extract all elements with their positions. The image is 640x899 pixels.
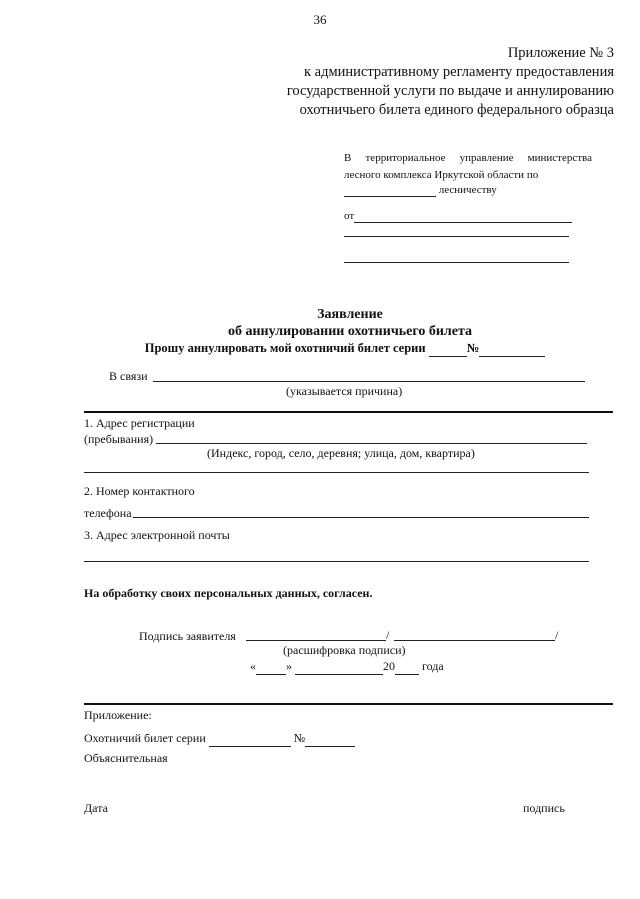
appendix-line-2: к административному регламенту предоставления (303, 64, 614, 80)
forestry-suffix: лесничеству (438, 184, 497, 196)
appendix-line-3: государственной услуги по выдаче и аннулированию (286, 83, 614, 99)
signature-slash-1: / (386, 628, 390, 642)
day-blank[interactable] (256, 659, 286, 675)
series-blank[interactable] (429, 341, 467, 357)
from-line-3[interactable] (344, 262, 569, 263)
forestry-blank[interactable] (344, 184, 436, 197)
year-prefix: 20 (383, 659, 395, 673)
date-quote-close: » (286, 659, 292, 673)
email-line[interactable] (84, 561, 589, 562)
date-quote-open: « (250, 659, 256, 673)
consent-text: На обработку своих персональных данных, согласен. (84, 586, 373, 600)
appendix-header (287, 44, 614, 120)
footer-date-label: Дата (84, 801, 108, 815)
signature-slash-2: / (555, 628, 559, 642)
request-line (0, 341, 640, 357)
number-blank[interactable] (479, 341, 545, 357)
ticket-series-blank[interactable] (209, 731, 291, 747)
address-line-1[interactable] (156, 443, 587, 444)
signature-decode-line[interactable] (394, 640, 555, 641)
address-label-1: 1. Адрес регистрации (84, 416, 195, 430)
phone-label-1: 2. Номер контактного (84, 484, 195, 498)
ticket-number-sign: № (293, 731, 306, 745)
address-hint: (Индекс, город, село, деревня; улица, дом, квартира) (207, 446, 475, 460)
addressee-text: В территориальное управление министерства лесного комплекса Иркутской области по (344, 152, 592, 181)
phone-label-2: телефона (84, 506, 132, 520)
signature-hint: (расшифровка подписи) (283, 643, 406, 657)
reason-line[interactable] (153, 381, 585, 382)
year-blank[interactable] (395, 659, 419, 675)
addressee-forestry (344, 184, 497, 197)
section-divider-2 (84, 703, 613, 705)
date-row (250, 659, 444, 675)
from-label: от (344, 210, 355, 222)
reason-label: В связи (109, 369, 148, 383)
from-line-2[interactable] (344, 236, 569, 237)
section-divider-1 (84, 411, 613, 413)
footer-signature-label: подпись (523, 801, 565, 815)
address-line-2[interactable] (84, 472, 589, 473)
appendix-line-1: Приложение № 3 (507, 45, 614, 61)
request-prefix: Прошу аннулировать мой охотничий билет серии (144, 341, 426, 355)
address-label-2: (пребывания) (84, 432, 154, 446)
document-subtitle: об аннулировании охотничьего билета (227, 324, 473, 339)
attachments-title: Приложение: (84, 708, 152, 722)
month-blank[interactable] (295, 659, 383, 675)
page-number: 36 (313, 12, 327, 27)
ticket-number-blank[interactable] (305, 731, 355, 747)
number-sign: № (466, 341, 480, 355)
ticket-row (84, 731, 355, 747)
from-row (344, 210, 572, 223)
phone-line[interactable] (133, 517, 589, 518)
email-label: 3. Адрес электронной почты (84, 528, 230, 542)
ticket-label: Охотничий билет серии (84, 731, 206, 745)
signature-line[interactable] (246, 640, 386, 641)
appendix-line-4: охотничьего билета единого федерального образца (299, 102, 614, 118)
reason-hint: (указывается причина) (286, 384, 403, 398)
document-title: Заявление (317, 307, 383, 322)
explanatory-label: Объяснительная (84, 751, 168, 765)
year-suffix: года (422, 659, 444, 673)
from-blank[interactable] (354, 210, 572, 223)
signature-label: Подпись заявителя (139, 629, 236, 643)
